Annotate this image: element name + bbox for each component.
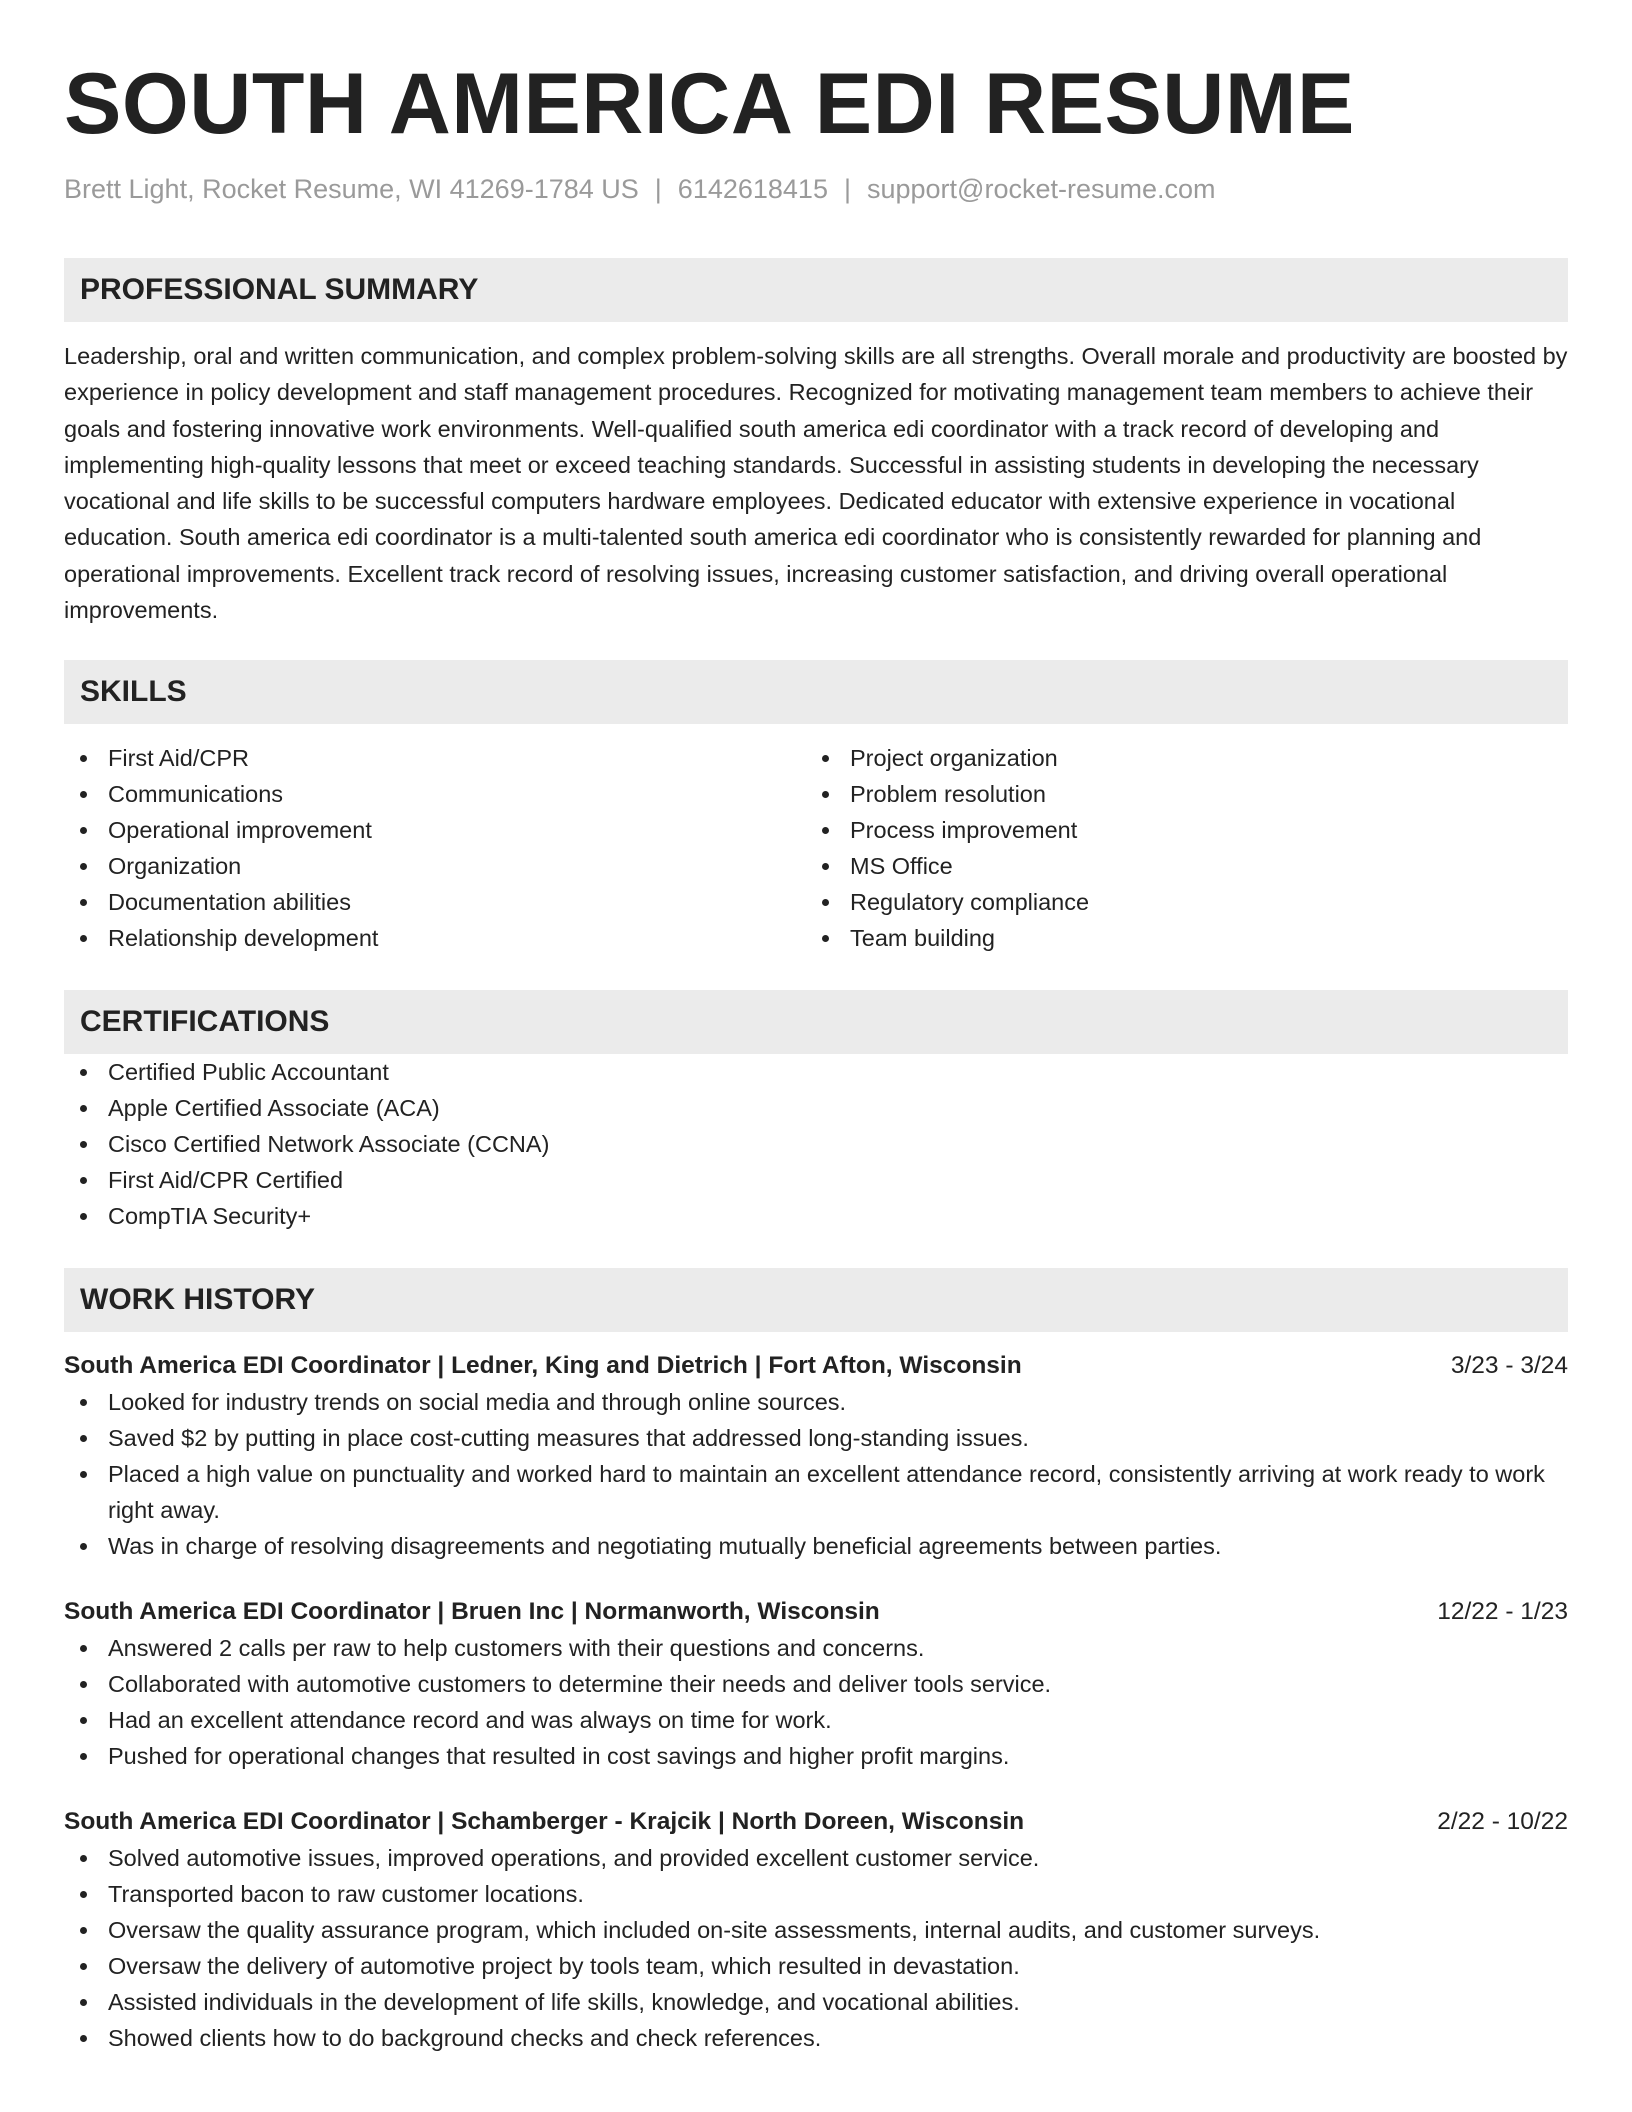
job-bullet-text: Assisted individuals in the development of life skills, knowledge, and vocational abilities.	[108, 1989, 1020, 2016]
job-bullet-text: Placed a high value on punctuality and worked hard to maintain an excellent attendance record, consistently arriving at work ready to work right away.	[108, 1461, 1545, 1524]
skill-label: Operational improvement	[108, 817, 372, 844]
section-header-summary: PROFESSIONAL SUMMARY	[64, 258, 1568, 322]
skill-item	[806, 920, 1548, 956]
bullet-dot	[80, 827, 87, 834]
job-dates: 12/22 - 1/23	[1437, 1598, 1568, 1626]
resume-page	[64, 0, 1568, 2056]
job-bullet	[64, 1984, 1568, 2020]
bullet-dot	[822, 935, 829, 942]
summary-text: Leadership, oral and written communication, and complex problem-solving skills are all strengths. Overall morale and productivity are boosted by experience in policy development and staff management procedures. Recognized for motivating management team members to achieve their goals and fostering innovative work environments. Well-qualified south america edi coordinator with a track record of developing and implementing high-quality lessons that meet or exceed teaching standards. Successful in assisting students in developing the necessary vocational and life skills to be successful computers hardware employees. Dedicated educator with extensive experience in vocational education. South america edi coordinator is a multi-talented south america edi coordinator who is consistently rewarded for planning and operational improvements. Excellent track record of resolving issues, increasing customer satisfaction, and driving overall operational improvements.	[64, 343, 1568, 624]
job-bullet-text: Showed clients how to do background checks and check references.	[108, 2025, 822, 2052]
certifications-list	[64, 1054, 1568, 1234]
bullet-dot	[822, 827, 829, 834]
contact-email: support@rocket-resume.com	[866, 174, 1216, 204]
resume-title: SOUTH AMERICA EDI RESUME	[64, 56, 1355, 152]
section-header-work-history: WORK HISTORY	[64, 1268, 1568, 1332]
bullet-dot	[80, 791, 87, 798]
skill-label: Project organization	[850, 745, 1058, 772]
job-bullet-text: Solved automotive issues, improved operations, and provided excellent customer service.	[108, 1845, 1040, 1872]
skill-item	[806, 812, 1548, 848]
job-bullet-text: Pushed for operational changes that resulted in cost savings and higher profit margins.	[108, 1743, 1010, 1770]
skill-label: Organization	[108, 853, 242, 880]
bullet-dot	[80, 1645, 87, 1652]
job-header	[64, 1348, 1568, 1384]
skill-label: Problem resolution	[850, 781, 1046, 808]
job-title: South America EDI Coordinator | Schamberger - Krajcik | North Doreen, Wisconsin	[64, 1808, 1025, 1836]
bullet-dot	[80, 1891, 87, 1898]
certification-label: CompTIA Security+	[108, 1203, 312, 1230]
skills-list-left	[64, 740, 806, 956]
job-bullet-text: Saved $2 by putting in place cost-cutting measures that addressed long-standing issues.	[108, 1425, 1029, 1452]
job-title: South America EDI Coordinator | Bruen Inc | Normanworth, Wisconsin	[64, 1598, 880, 1626]
certification-item	[64, 1198, 1568, 1234]
bullet-dot	[80, 1963, 87, 1970]
job-bullet	[64, 1528, 1568, 1564]
skill-item	[64, 812, 806, 848]
bullet-dot	[822, 755, 829, 762]
certification-item	[64, 1090, 1568, 1126]
job-header	[64, 1594, 1568, 1630]
job-bullet	[64, 1630, 1568, 1666]
skills-grid	[64, 740, 1568, 956]
certification-label: Certified Public Accountant	[108, 1059, 389, 1086]
bullet-dot	[80, 863, 87, 870]
skill-label: Relationship development	[108, 925, 379, 952]
bullet-dot	[80, 1105, 87, 1112]
bullet-dot	[80, 1999, 87, 2006]
job-header	[64, 1804, 1568, 1840]
bullet-dot	[80, 1069, 87, 1076]
job-bullet	[64, 1912, 1568, 1948]
skill-item	[64, 920, 806, 956]
bullet-dot	[80, 899, 87, 906]
skill-label: First Aid/CPR	[108, 745, 250, 772]
contact-line	[64, 172, 1568, 206]
job-dates: 2/22 - 10/22	[1437, 1808, 1568, 1836]
job-bullet-text: Answered 2 calls per raw to help customers with their questions and concerns.	[108, 1635, 925, 1662]
section-header-certifications: CERTIFICATIONS	[64, 990, 1568, 1054]
job-bullet-text: Was in charge of resolving disagreements and negotiating mutually beneficial agreements between parties.	[108, 1533, 1222, 1560]
job-bullet	[64, 1876, 1568, 1912]
skill-item	[64, 884, 806, 920]
skill-label: Documentation abilities	[108, 889, 351, 916]
certification-item	[64, 1162, 1568, 1198]
bullet-dot	[80, 1855, 87, 1862]
bullet-dot	[822, 791, 829, 798]
contact-address: Brett Light, Rocket Resume, WI 41269-1784 US	[64, 174, 639, 204]
job-bullet	[64, 1420, 1568, 1456]
skills-column-right	[806, 740, 1548, 956]
bullet-dot	[80, 935, 87, 942]
bullet-dot	[80, 755, 87, 762]
skill-label: Regulatory compliance	[850, 889, 1090, 916]
bullet-dot	[80, 1681, 87, 1688]
skill-item	[64, 740, 806, 776]
job-title: South America EDI Coordinator | Ledner, King and Dietrich | Fort Afton, Wisconsin	[64, 1352, 1022, 1380]
bullet-dot	[822, 863, 829, 870]
bullet-dot	[80, 1717, 87, 1724]
skill-item	[806, 776, 1548, 812]
skills-list-right	[806, 740, 1548, 956]
job-entry	[64, 1594, 1568, 1774]
job-bullet	[64, 1456, 1568, 1528]
job-bullet	[64, 1948, 1568, 1984]
skill-label: Process improvement	[850, 817, 1078, 844]
certification-label: First Aid/CPR Certified	[108, 1167, 344, 1194]
skill-item	[806, 740, 1548, 776]
job-bullet	[64, 1666, 1568, 1702]
job-entry	[64, 1348, 1568, 1564]
bullet-dot	[80, 1435, 87, 1442]
job-bullet	[64, 1738, 1568, 1774]
job-bullet-text: Had an excellent attendance record and was always on time for work.	[108, 1707, 832, 1734]
contact-phone: 6142618415	[677, 174, 828, 204]
skills-column-left	[64, 740, 806, 956]
bullet-dot	[80, 1141, 87, 1148]
skill-item	[64, 848, 806, 884]
job-dates: 3/23 - 3/24	[1450, 1352, 1568, 1380]
job-bullet-text: Oversaw the quality assurance program, which included on-site assessments, internal audits, and customer surveys.	[108, 1917, 1321, 1944]
bullet-dot	[80, 1471, 87, 1478]
section-header-skills: SKILLS	[64, 660, 1568, 724]
job-bullet	[64, 1840, 1568, 1876]
job-bullet-text: Transported bacon to raw customer locations.	[108, 1881, 584, 1908]
skill-item	[806, 848, 1548, 884]
skill-label: Communications	[108, 781, 284, 808]
contact-separator: |	[654, 174, 662, 204]
certification-label: Cisco Certified Network Associate (CCNA)	[108, 1131, 550, 1158]
bullet-dot	[80, 1177, 87, 1184]
bullet-dot	[80, 1399, 87, 1406]
job-bullet	[64, 2020, 1568, 2056]
skill-item	[64, 776, 806, 812]
job-bullet	[64, 1384, 1568, 1420]
skill-label: Team building	[850, 925, 996, 952]
bullet-dot	[80, 1213, 87, 1220]
bullet-dot	[80, 1543, 87, 1550]
bullet-dot	[80, 1753, 87, 1760]
certification-label: Apple Certified Associate (ACA)	[108, 1095, 440, 1122]
certification-item	[64, 1054, 1568, 1090]
bullet-dot	[80, 1927, 87, 1934]
job-bullet	[64, 1702, 1568, 1738]
certification-item	[64, 1126, 1568, 1162]
skill-item	[806, 884, 1548, 920]
job-bullets	[64, 1630, 1568, 1774]
skill-label: MS Office	[850, 853, 953, 880]
job-bullets	[64, 1384, 1568, 1564]
job-bullets	[64, 1840, 1568, 2056]
job-bullet-text: Looked for industry trends on social media and through online sources.	[108, 1389, 847, 1416]
bullet-dot	[80, 2035, 87, 2042]
bullet-dot	[822, 899, 829, 906]
job-entry	[64, 1804, 1568, 2056]
contact-separator: |	[843, 174, 851, 204]
job-bullet-text: Collaborated with automotive customers to determine their needs and deliver tools service.	[108, 1671, 1052, 1698]
job-bullet-text: Oversaw the delivery of automotive project by tools team, which resulted in devastation.	[108, 1953, 1020, 1980]
